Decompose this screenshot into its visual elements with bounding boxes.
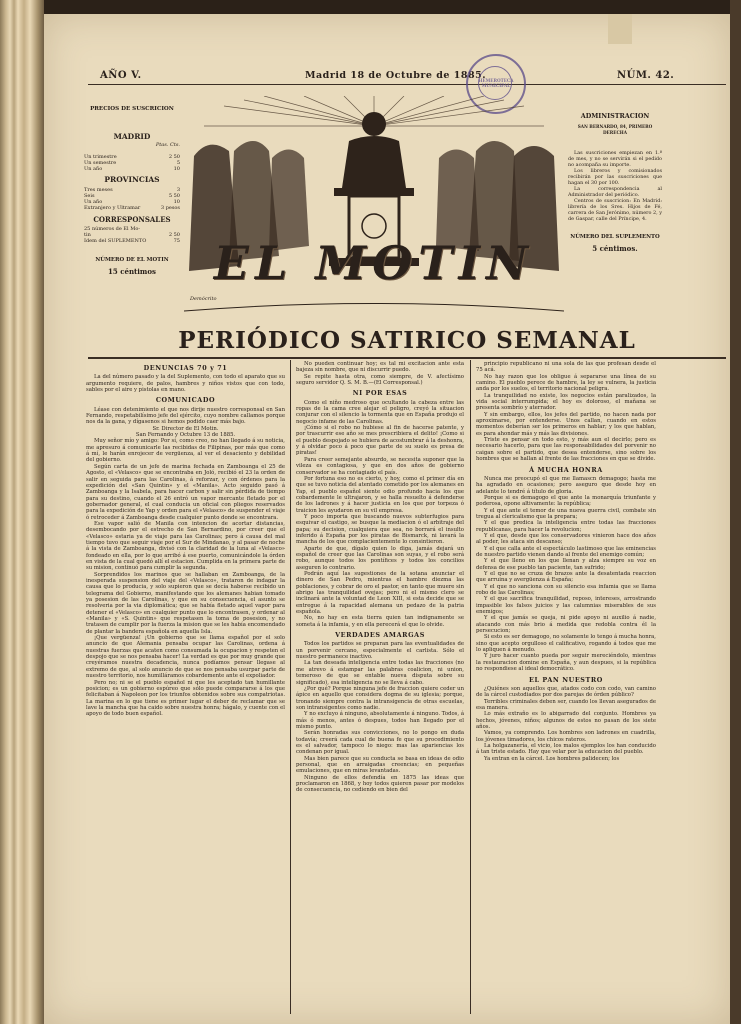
provincias-heading: PROVINCIAS — [104, 175, 160, 184]
correspondent-prices — [84, 226, 180, 244]
price-value: 10 — [173, 199, 180, 205]
letter-dateline: San Fernando y Octubre 13 de 1885. — [135, 432, 236, 439]
article-paragraph: La del número pasado y la del Suplemento, con todo el aparato que su argumento requiere, de palos, hambres y niños vistos que con todo, sables por el aire y pistolas en mano. — [86, 374, 285, 394]
artist-signature: Demócrito — [190, 296, 217, 302]
supplement-price: 5 céntimos. — [592, 244, 638, 253]
section-heading-verdades-amargas: VERDADES AMARGAS — [335, 631, 425, 640]
article-paragraph: Y el que no se cruza de brazos ante la desatentada reaccion que arruina y avergüenza á España; — [476, 571, 656, 584]
section-heading-ni-por-esas: NI POR ESAS — [352, 389, 408, 398]
price-value: 3 — [176, 187, 180, 193]
column-3 — [476, 361, 656, 1015]
article-paragraph: Y no excluyo á ninguno, absolutamente á ninguno. Todos, á más ó menos, antes ó despues, todos han llegado por el mismo punto. — [296, 711, 464, 730]
article-paragraph: Y el que jamás se queja, ni pide apoyo ni auxilio á nadie, atacando con más brio á medida que redobla contra él la persecucion; — [476, 615, 656, 635]
header-rule — [88, 84, 726, 85]
prices-title: PRECIOS DE SUSCRICION — [90, 106, 174, 112]
article-paragraph: Y juro hacer cuanto pueda por seguir mereciéndolo, mientras la restauracion domine en España, y aun despues, si la república no respondiese al ideal democrático. — [476, 653, 656, 673]
section-heading-a-mucha-honra: Á MUCHA HONRA — [529, 465, 603, 474]
administration-title: ADMINISTRACION — [580, 112, 650, 120]
dateline: Madrid 18 de Octubre de 1885. — [305, 70, 486, 81]
section-heading-denuncias: DENUNCIAS 70 y 71 — [143, 364, 228, 372]
article-paragraph: principio republicano ni una sola de las que profesan desde el 75 acá. — [476, 361, 656, 374]
article-paragraph: Pero no; ni se el pueblo español ni que les aceptado tan humillante posicion; es un gobierno espúreo que sólo puede compararse á los que felicitaban á Napoleon por los triunfos obtenidos sobre sus compatriotas. La marina en lo que tiene es primer lugar el deber de reclamar que se lave la mancha que ha caido sobre nuestra honra; hágalo, y cuente con el apoyo de todo buen español. — [86, 679, 285, 718]
article-paragraph: Lo más extraño es lo abigarrado del conjunto. Hombres ya hechos, jóvenes, niños; algunos de estos no pasan de los siete años. — [476, 711, 656, 730]
article-paragraph: Serán honradas sus convicciones, no lo pongo en duda todavía; creerá cada cual de buena fe que su procedimiento es el salvador, tampoco lo niego: mas las apariencias los condenan por igual. — [296, 730, 464, 756]
price-label: Extranjero y Ultramar — [84, 205, 141, 211]
article-paragraph: Sorprendidos los marinos que se hallaban en Zamboanga, de la inesperada suspension del viaje del «Velasco», trataron de indagar la causa que lo producia, y solo supieron que se decía haberse recibido un telegrama del Gobierno, manifestando que los alemanes habian tomado ya posesion de las Carolinas, y que en su consecuencia, el asunto se resolveria por la via diplomática; que se había fletado aquel vapor para detener el «Velasco» en cualquier punto que lo encontrasen, y ordenar al «Manila» y «S. Quintin» que respetasen la toma de posesion, y no tratasen de cumplir por la fuerza la mision que se les había encomendado de plantar la bandera española en aquella Isla. — [86, 571, 285, 635]
price-value: 5 50 — [168, 193, 180, 199]
article-paragraph: Se repite hasta otra, como siempre, de V. afectísimo seguro servidor Q. S. M. B.—(El Corresponsal.) — [296, 373, 464, 387]
article-paragraph: Y el que lleno en los que llenan y alza siempre su voz en defensa de ese pueblo tan paciente, tan sufrido; — [476, 558, 656, 571]
stamp-text: HEMEROTECA MUNICIPAL — [478, 78, 514, 88]
article-paragraph: La holgazanería, el vicio, los malos ejemplos los han conducido á tan triste estado. Hay que velar por la educacion del pueblo. — [476, 742, 656, 756]
column-2 — [296, 361, 464, 1015]
article-paragraph: Porque si es demagogo el que ante la monarquía triunfante y poderosa, opone altivamente: la república; — [476, 494, 656, 508]
article-paragraph: Y el que predica la inteligencia entre todas las fracciones republicanas, para hacer la revolucion; — [476, 520, 656, 533]
folded-corner — [608, 14, 632, 44]
article-paragraph: Según carta de un jefe de marina fechada en Zamboanga el 25 de Agosto, el «Velasco» que se encontraba en Joló, recibió el 23 la orden de salir en seguida para las Carolinas, á reforzar, y con órdenes para la expedición del «San Quintin» y el «Manila». Acto seguido pasó á Zamboanga y la Isabela, para hacer carbon y salir sin pérdida de tiempo para su destino, cuando el 26 entró un vapor mercante fletado por el gobernador general, el cual conducia un oficial con pliegos reservados para la expedición de Yap y orden para el «Velasco» de suspender el viaje ó retroceder á Zamboanga desde cualquier punto donde se encontrara. — [86, 463, 285, 521]
admin-note: Centros de suscricion: En Madrid: librería de los Sres. Hijos de Fé, carrera de San Jerónimo, número 2, y de Gaspar, calle del Príncipe, 4. — [568, 198, 662, 222]
subtitle-rule — [88, 357, 726, 359]
article-paragraph: La tan deseada inteligencia entre todas las fracciones (no me atrevo á estampar las palabras coalicion, ni union, temeroso de que se entable nueva disputa sobre su significado), esa inteligencia no se lleva á cabo. — [296, 660, 464, 686]
article-paragraph: Ninguno de ellos defendía en 1875 las ideas que proclamaron en 1868, y hoy todos quieren pasar por modelos de consecuencia, no cediendo en bien del — [296, 774, 464, 794]
article-paragraph: ¡Cómo si el robo no hubiese al fin de hacerse patente, y por trascurrir ese año se mes prescribiera el delito! ¡Como si el pueblo despojado se hubiera de acostumbrar á la deshonra, y á olvidar poco á poco que parte de su suelo es presa de piratas! — [296, 425, 464, 457]
article-paragraph: Y poco importa que buscando nuevos subterfugios para esquivar el castigo, se busque la mediacion ó el arbitraje del papa; su decision, cualquiera que sea, no borrará el insulto inferido á España por los piratas de Bismarck, ni lavará la mancha de los que complacientemente lo consintieron. — [296, 513, 464, 546]
supplement-price-label: NÚMERO DEL SUPLEMENTO — [570, 234, 660, 240]
province-prices — [84, 187, 180, 211]
article-paragraph: ¡Que vergüenza! ¡Un gobierno que se llama español por el solo anuncio de que Alemania pensaba ocupar las Carolinas, ordena á nuestras fuerzas que acaten como consumada la ocupacion y respeten el despojo que se nos pensaba hacer! La verdad es que por muy grande que creyéramos nuestra decadencia, nunca podíamos pensar llegase al extremo de que, al solo anuncio de que se nos pensaba usurpar parte de nuestro territorio, nos humilláramos cobardemente ante el expoliador. — [86, 635, 285, 680]
corresponsales-heading: CORRESPONSALES — [93, 215, 171, 224]
article-paragraph: Y el que, desde que los conservadores vinieron hace dos años al poder, les ataca sin descanso; — [476, 532, 656, 546]
column-1 — [86, 361, 285, 1015]
section-heading-el-pan-nuestro: EL PAN NUESTRO — [529, 675, 603, 684]
price-row — [84, 238, 180, 244]
article-paragraph: Nunca me preocupó el que me llamascn demagogo; hasta me ha agradado en ocasiones; pero aseguro que desde hoy en adelante lo tendré á título de gloria. — [476, 475, 656, 495]
article-paragraph: Si esto es ser demagogo, no solamente lo tengo á mucha honra, sino que acepto orgulloso el calificativo, rogando á todos que me lo apliquen á menudo. — [476, 634, 656, 654]
madrid-heading: MADRID — [113, 132, 151, 141]
administration-address: SAN BERNARDO, 84, PRIMERO DERECHA — [577, 124, 653, 135]
price-row — [84, 205, 180, 211]
price-value: 5 — [176, 160, 180, 166]
issue-number: NÚM. 42. — [617, 70, 675, 81]
article-paragraph: Ya entran en la cárcel. Los hombres palidecen; los — [484, 755, 620, 762]
currency-label: Ptas. Cts. — [155, 142, 180, 148]
admin-note: Las suscriciones empiezan en 1.º de mes, y no se servirán si el pedido no acompaña su importe. — [568, 150, 662, 168]
price-value: 2 50 — [168, 232, 180, 238]
price-value: 2 50 — [168, 154, 180, 160]
article-paragraph: Terribles criminales deben ser, cuando los llevan asegurados de esa manera. — [476, 698, 656, 711]
year-label: AÑO V. — [100, 70, 142, 81]
price-row — [84, 166, 180, 172]
masthead-title: EL MOTIN — [213, 236, 535, 290]
admin-note: Los libreros y comisionados recibirán por las suscriciones que hagan el 30 por 100. — [568, 168, 662, 186]
article-paragraph: ¿Por qué? Porque ninguna jefe de fraccion quiere ceder un ápice en aquello que considera dogma de su iglesia; porque, tronando siempre contra la intransigencia de otras escuelas, son intransigentes como nadie. — [296, 685, 464, 711]
article-paragraph: Mas bien parece que su conducta se basa en ideas de odio personal, que en arraigadas creencias; en pequeñas emulaciones, que en miras levantadas. — [296, 755, 464, 775]
article-paragraph: Triste es pensar en todo esto, y más aun el decirlo; pero es necesario hacerlo, para que las responsabilidades del porvenir no caigan sobre el partido, que desea entenderse, sino sobre los hombres que se hallan al frente de las fracciones en que se divide. — [476, 437, 656, 463]
administration-box — [568, 112, 662, 253]
article-paragraph: No pueden continuar hoy; es tal mi excitacion ante esta bajeza sin nombre, que ni discurrir puedo. — [296, 361, 464, 374]
article-paragraph: Y el que no sanciona con su silencio esa infamia que se llama robo de las Carolinas; — [476, 583, 656, 597]
article-paragraph: ¿Quiénes son aquellos que, atados codo con codo, van camino de la cárcel custodiados por dos parejas de órden público? — [476, 685, 656, 699]
column-divider — [470, 360, 471, 1014]
price-label: Un año — [84, 199, 103, 205]
price-label: Seis — [84, 193, 95, 199]
page-edge — [730, 0, 741, 1024]
ground-line — [184, 304, 564, 312]
article-paragraph: Como el niño medroso que ocultando la cabeza entre las ropas de la cama cree alejar el peligro, creyó la situacion conjurar con el silencio la tormenta que en España produjo el negocio infame de las Carolinas. — [296, 399, 464, 425]
article-paragraph: No, no hay en esta tierra quien tan indignamente se someta á la infamia, y en ella perecerá el que lo olvide. — [296, 615, 464, 628]
article-paragraph: Léase con detenimiento el que nos dirije nuestro corresponsal en San Fernando, respetabilísimo jefe del ejército, cuyo nombre callamos porque nos da la gana, y dígasenos si hemos podido caer más bajo. — [86, 406, 285, 426]
article-paragraph: No hay razon que los obligue á separarse una línea de su camino. El pueblo perece de hambre, la ley se vulnera, la justicia anda por los suelos, el territorio nacional peligra. — [476, 373, 656, 393]
price-value: 3 pesos — [160, 205, 180, 211]
article-paragraph: Todos los partidos se preparan para las eventualidades de un porvenir cercano, especialmente el carlista. Sólo el nuestro permanece inactivo. — [296, 641, 464, 661]
price-label: Un trimestre — [84, 154, 117, 160]
article-paragraph: Aparte de que, dígalo quien lo diga, jamás dejará un español de creer que las Carolinas son suyas, y el robo será robo, aunque todos los pontífices y todos los concilios aseguren lo contrario. — [296, 545, 464, 571]
article-paragraph: Muy señor mío y amigo: Por sí, como creo, no han llegado á su noticia, me apresuro á comunicarle las recibidas de Filipinas, por más que como á mí, le harán enrojecer de vergüenza, al ver el desaciento y debilidad del gobierno. — [86, 438, 285, 464]
article-paragraph: Por fortuna eso no es cierto, y hoy, como el primer día en que se tuvo noticia del atentado cometido por los alemanes en Yap, el pueblo español siente odio profundo hacia los que cobardemente le ultrajaron, y se halla resuelto á defenderse de los ladrones y á hacer justicia en los que por torpeza ó traicion les ayudaron en su vil empresa. — [296, 475, 464, 514]
price-value: 75 — [173, 238, 180, 244]
article-paragraph: Vamos, ya comprendo. Los hombres son ladrones en cuadrilla, los jóvenes timadores, los chicos rateros. — [476, 730, 656, 743]
price-value: 10 — [173, 166, 180, 172]
administration-notes — [568, 150, 662, 222]
article-paragraph: Y el que sacrifica tranquilidad, reposo, intereses, arrostrando impasible los falsos juicios y las calumnias miserables de sus enemigos; — [476, 596, 656, 616]
article-paragraph: La tranquilidad no existe, los negocios están paralizados, la vida social interrumpida; el hoy es doloroso, el mañana se presenta sombrío y aterrador. — [476, 392, 656, 412]
price-label: Tres meses — [84, 187, 113, 193]
article-paragraph: Para creer semejante absurdo, se necesita suponer que la vileza es contagiosa, y que en dos años de gobierno conservador se ha contagiado el país. — [296, 456, 464, 476]
article-paragraph: Podrán aquí las sugestiones de la sotana anunciar el dinero de San Pedro, mientras el hambre diezma las poblaciones, y cobrar de oro el pastor, en tanto que muere sin abrigo las tranquilidad ovejas; pero ni el mismo clero se inclinará ante la voluntad de Leon XIII, si esta decide que se entregue á la rapacidad alemana un pedazo de la patria española. — [296, 571, 464, 616]
book-binding — [0, 0, 44, 1024]
article-paragraph: Y el que ante el temor de una nueva guerra civil, combate sin tregua al clericalismo que la prepara; — [476, 507, 656, 520]
price-label: tin — [84, 232, 91, 238]
article-paragraph: Y sin embargo, ellos, los jefes del partido, no hacen nada por aproximarse, por entenderse. Unos callan, cuando en estos momentos deberían ser los primeros en hablar; y los que hablan, es para ahondar más y más las divisiones. — [476, 411, 656, 437]
article-paragraph: Y el que calla ante el espectáculo lastimoso que las eminencias de nuestro partido vienen dando al frente del enemigo común; — [476, 545, 656, 558]
price-label: Idem del SUPLEMENTO — [84, 238, 147, 244]
price-label: Un año — [84, 166, 103, 172]
article-paragraph: Ese vapor salió de Manila con intencion de acortar distancias, desembocando por el estrecho de San Bernardino, por creer que el «Velasco» estaria ya de viaje para las Carolinas; pero á causa del mal tiempo tuvo que seguir viaje por el Sur de Mindanao, y al pasar de noche á la vista de Zamboanga, divisó con la claridad de la luna al «Velasco» fondeado en ella, por lo que arribó á ese puerto, comunicándole la órden en vista de la cual quedó allí el estacion. Cumplida en la primera parte de su mision, continuó para cumplir la segunda. — [86, 520, 285, 572]
admin-note: La correspondencia al Administrador del periódico. — [568, 186, 662, 198]
price-label: 25 números de El Mo- — [84, 226, 141, 232]
issue-price-label: NÚMERO DE EL MOTIN — [95, 257, 169, 263]
newspaper-subtitle: PERIÓDICO SATIRICO SEMANAL — [178, 327, 636, 354]
letter-address: Sr. Director de El Motin. — [152, 425, 219, 432]
subscription-prices — [84, 106, 180, 276]
madrid-prices — [84, 154, 180, 172]
issue-price: 15 céntimos — [108, 267, 156, 276]
column-divider — [290, 360, 291, 1014]
section-heading-comunicado: COMUNICADO — [155, 396, 216, 405]
price-label: Un semestre — [84, 160, 117, 166]
